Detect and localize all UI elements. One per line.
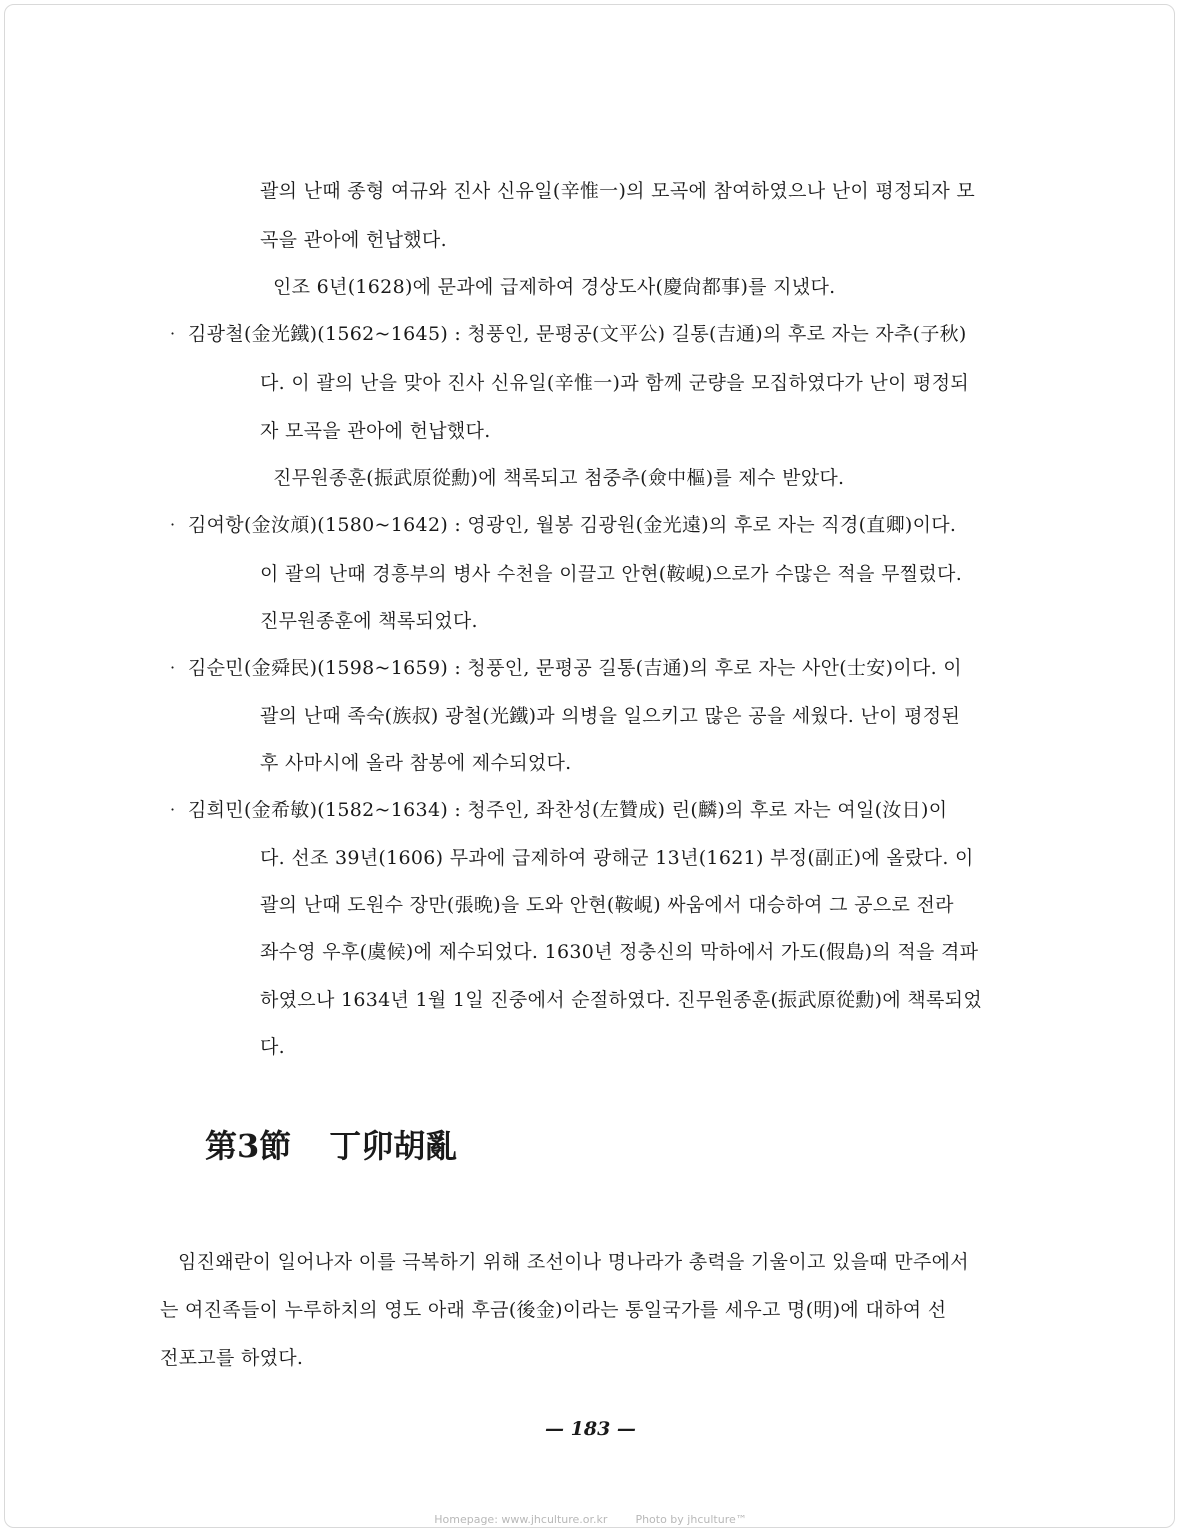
text-line: 이 괄의 난때 경흥부의 병사 수천을 이끌고 안현(鞍峴)으로가 수많은 적을 무찔렀다. bbox=[260, 563, 963, 585]
text-line: 김광철(金光鐵)(1562~1645) : 청풍인, 문평공(文平公) 길통(吉通)의 후로 자는 자추(子秋) bbox=[188, 323, 967, 345]
text-line: 인조 6년(1628)에 문과에 급제하여 경상도사(慶尙都事)를 지냈다. bbox=[273, 276, 836, 298]
text-line: 괄의 난때 족숙(族叔) 광철(光鐵)과 의병을 일으키고 많은 공을 세웠다. 난이 평정된 bbox=[260, 705, 961, 727]
text-line: 김희민(金希敏)(1582~1634) : 청주인, 좌찬성(左贊成) 린(麟)의 후로 자는 여일(汝日)이 bbox=[188, 799, 948, 821]
section-heading bbox=[205, 1124, 457, 1168]
bullet-marker: · bbox=[170, 658, 176, 677]
text-line: 곡을 관아에 헌납했다. bbox=[260, 229, 447, 251]
text-line: 진무원종훈(振武原從勳)에 책록되고 첨중추(僉中樞)를 제수 받았다. bbox=[273, 467, 845, 489]
text-line: 진무원종훈에 책록되었다. bbox=[260, 610, 478, 632]
text-line: 다. 이 괄의 난을 맞아 진사 신유일(辛惟一)과 함께 군량을 모집하였다가 난이 평정되 bbox=[260, 372, 970, 394]
body-text-line: 전포고를 하였다. bbox=[160, 1347, 304, 1369]
text-line: 후 사마시에 올라 참봉에 제수되었다. bbox=[260, 752, 572, 774]
footer-homepage: Homepage: www.jhculture.or.kr bbox=[434, 1513, 608, 1526]
text-line: 좌수영 우후(虞候)에 제수되었다. 1630년 정충신의 막하에서 가도(假島)의 적을 격파 bbox=[260, 941, 979, 963]
bullet-marker: · bbox=[170, 800, 176, 819]
body-text-line: 임진왜란이 일어나자 이를 극복하기 위해 조선이나 명나라가 총력을 기울이고 있을때 만주에서 bbox=[178, 1251, 969, 1273]
body-text-line: 는 여진족들이 누루하치의 영도 아래 후금(後金)이라는 통일국가를 세우고 명(明)에 대하여 선 bbox=[160, 1299, 947, 1321]
footer-photo-credit: Photo by jhculture™ bbox=[635, 1513, 747, 1526]
text-line: 자 모곡을 관아에 헌납했다. bbox=[260, 420, 491, 442]
text-line: 괄의 난때 도원수 장만(張晩)을 도와 안현(鞍峴) 싸움에서 대승하여 그 공으로 전라 bbox=[260, 894, 954, 916]
text-line: 김여항(金汝頏)(1580~1642) : 영광인, 월봉 김광원(金光遠)의 후로 자는 직경(直卿)이다. bbox=[188, 514, 957, 536]
bullet-marker: · bbox=[170, 515, 176, 534]
page-number: — 183 — bbox=[545, 1418, 636, 1440]
text-line: 다. bbox=[260, 1036, 285, 1058]
bullet-marker: · bbox=[170, 324, 176, 343]
section-number: 第3節 bbox=[205, 1127, 292, 1165]
footer-credit bbox=[0, 1513, 1181, 1526]
text-line: 김순민(金舜民)(1598~1659) : 청풍인, 문평공 길통(吉通)의 후로 자는 사안(士安)이다. 이 bbox=[188, 657, 962, 679]
section-title: 丁卯胡亂 bbox=[329, 1127, 458, 1165]
text-line: 하였으나 1634년 1월 1일 진중에서 순절하였다. 진무원종훈(振武原從勳)에 책록되었 bbox=[260, 989, 982, 1011]
text-line: 괄의 난때 종형 여규와 진사 신유일(辛惟一)의 모곡에 참여하였으나 난이 평정되자 모 bbox=[260, 180, 975, 202]
text-line: 다. 선조 39년(1606) 무과에 급제하여 광해군 13년(1621) 부정(副正)에 올랐다. 이 bbox=[260, 847, 974, 869]
